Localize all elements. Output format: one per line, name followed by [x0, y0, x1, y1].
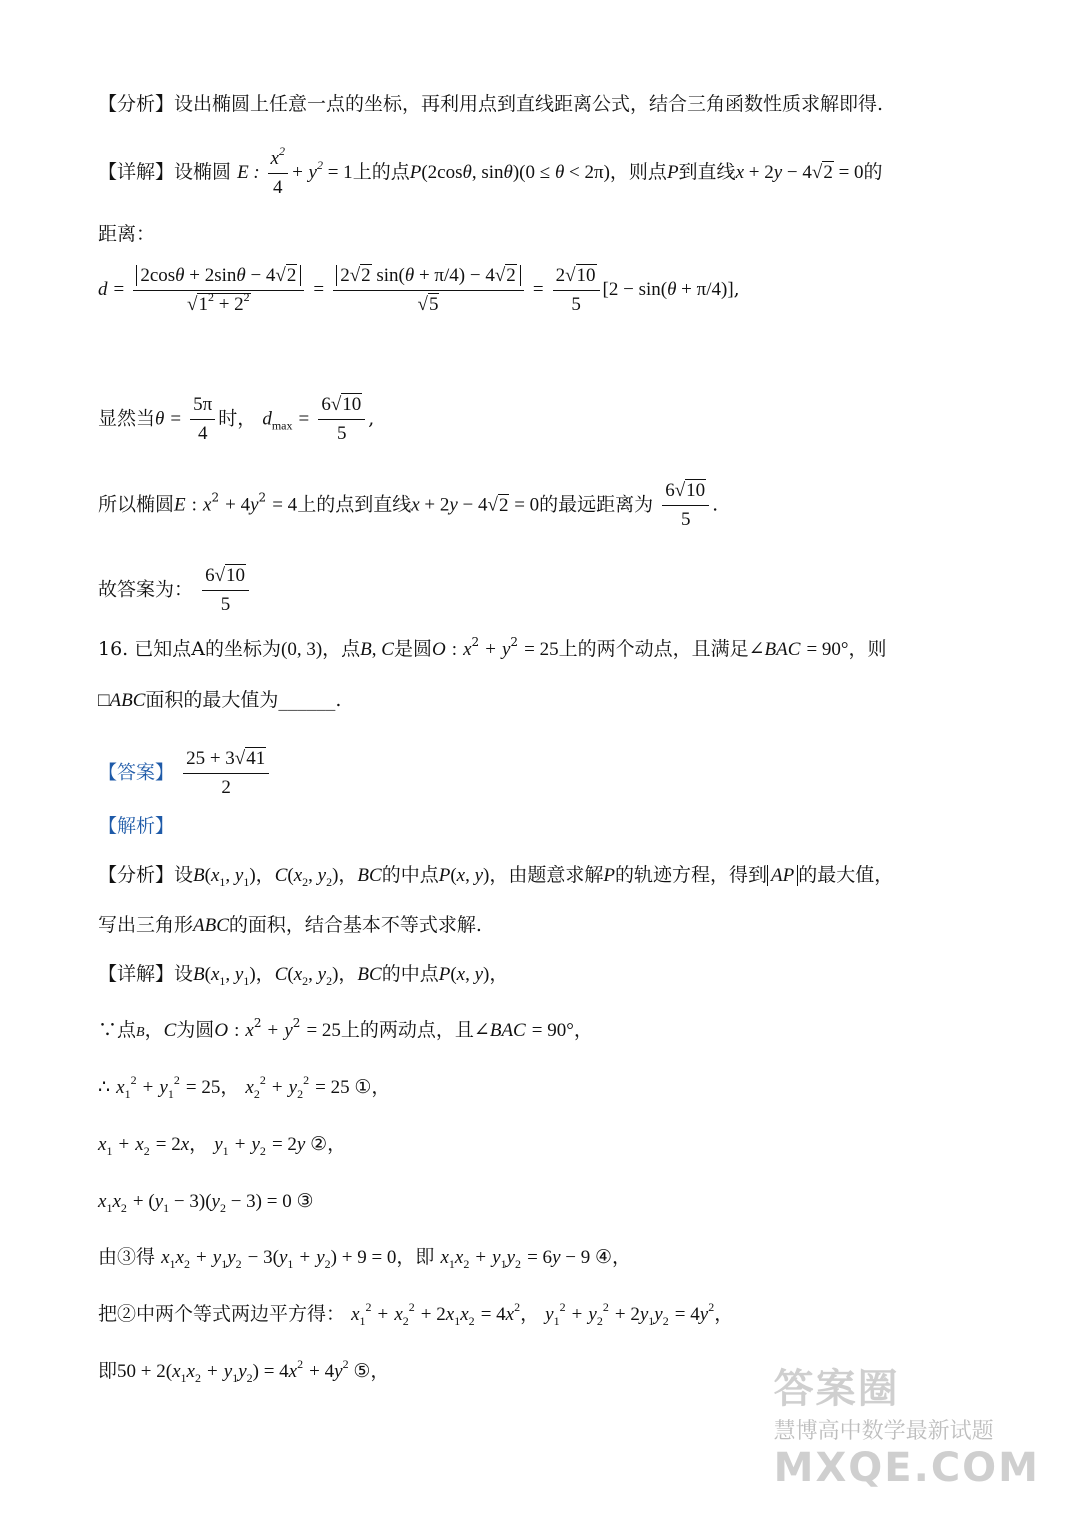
analysis-label: 【分析】	[98, 93, 175, 115]
so-text: 所以椭圆	[98, 493, 175, 516]
therefore-symbol: ∴	[98, 1076, 111, 1098]
watermark-site: MXQE.COM	[773, 1445, 1040, 1491]
eq4-line: 由③得 $x_1x_2 + y_1y_2 - 3(y_1 + y_2) + 9 = 0$，即 $x_1x_2 + y_1y_2 = 6y - 9$ ④，	[98, 1246, 631, 1271]
watermark-account: 慧博高中数学最新试题	[773, 1419, 994, 1444]
so-line: 所以椭圆E : $x^2 + 4y^2 = 4$上的点到直线x + 2y − 4√2 = 0的最远距离为 $\frac{6√10}{5}$ .	[98, 480, 719, 530]
question-text: 面积的最大值为______.	[145, 689, 342, 711]
q16-analysis-line-2: 写出三角形ABC的面积，结合基本不等式求解.	[98, 914, 482, 936]
detail-text: 点	[117, 1019, 137, 1041]
analysis-text: 写出三角形	[98, 914, 194, 936]
s15-analysis-line	[98, 92, 883, 116]
analysis-text: 的中点	[381, 864, 439, 886]
question-number: 16.	[98, 638, 129, 660]
answer-text: 故答案为：	[98, 578, 194, 601]
q16-analysis-line-1: 【分析】设$B(x_1$, $y_1$)，$C(x_2$, $y_2$)，BC的中点P(x, y)，由题意求解P的轨迹方程，得到 AP 的最大值，	[98, 864, 894, 889]
detail-text: ，	[255, 963, 275, 985]
q16-line-1: 16. 已知点A的坐标为(0, 3)，点B, C是圆O : $x^2 + y^2 = 25$上的两个动点，且满足∠BAC = 90°，则	[98, 635, 887, 660]
so-text: 的最远距离为	[539, 493, 654, 516]
eq3-line: $x_1x_2 + (y_1 - 3)(y_2 - 3) = 0$ ③	[98, 1191, 314, 1215]
when-text: 时，	[218, 407, 257, 430]
detail-text: ，则点	[609, 160, 667, 183]
analysis-text: ，	[338, 864, 358, 886]
question-text: 上的两个动点，且满足	[558, 638, 749, 660]
question-text: 已知点A的坐标为	[134, 638, 281, 660]
analysis-text: 的最大值，	[798, 864, 894, 886]
analysis-text: 的面积，结合基本不等式求解.	[228, 914, 482, 936]
q16-because-line: ∵点B，C为圆O : $x^2 + y^2 = 25$上的两动点，且∠BAC = 90°，	[98, 1016, 593, 1041]
detail-text: 上的点	[352, 160, 410, 183]
detail-text: 把②中两个等式两边平方得：	[98, 1303, 346, 1325]
detail-text: 设	[174, 963, 194, 985]
q16-answer-line: 【答案】 $\frac{25 + 3√41}{2}$	[98, 746, 272, 801]
detail-label: 【详解】	[98, 963, 175, 985]
analysis-text: 的轨迹方程，得到	[614, 864, 767, 886]
analysis-text: 设出椭圆上任意一点的坐标，再利用点到直线距离公式，结合三角函数性质求解即得.	[174, 93, 884, 115]
analysis-text: ，由题意求解	[489, 864, 604, 886]
detail-label: 【详解】	[98, 160, 175, 183]
eq1-line: ∴ $x_1^2 + y_1^2 = 25$， $x_2^2 + y_2^2 = 25$ ①，	[98, 1073, 391, 1101]
detail-text: 的	[863, 160, 883, 183]
detail-text: ，	[338, 963, 358, 985]
q16-line-2: □ABC面积的最大值为______.	[98, 689, 342, 711]
detail-text: ，即	[396, 1246, 435, 1268]
watermark	[774, 1357, 1040, 1491]
analysis-text: 设	[174, 864, 194, 886]
detail-text: 设椭圆	[174, 160, 232, 183]
analysis-label: 【分析】	[98, 864, 175, 886]
line-equation: x	[735, 161, 744, 183]
detail-text: 上的两动点，且	[340, 1019, 474, 1041]
answer-label: 【答案】	[98, 761, 175, 784]
so-text: 上的点到直线	[297, 493, 412, 516]
square-line: 把②中两个等式两边平方得： $x_1^2 + x_2^2 + 2x_1x_2 = 4x^2$， $y_1^2 + y_2^2 + 2y_1y_2 = 4y^2$，	[98, 1300, 734, 1328]
answer-line: 故答案为： $\frac{6√10}{5}$	[98, 563, 252, 618]
point-p: P	[409, 161, 422, 183]
jiexi-label: 【解析】	[98, 815, 175, 837]
detail-text: 由③得	[98, 1246, 156, 1268]
detail-text: 即	[98, 1360, 118, 1382]
s15-detail-line: 【详解】设椭圆 E : $\frac{x^2}{4}$ + $y^2 = 1$上的点P(2cosθ, sinθ)(0 ≤ θ < 2π)，则点P到直线x + 2y − 4√2 = 0的	[98, 144, 883, 198]
question-text: ，则	[848, 638, 887, 660]
question-text: 是圆	[393, 638, 432, 660]
eq5-line: 即$50 + 2(x_1x_2 + y_1y_2) = 4x^2 + 4y^2$ ⑤，	[98, 1357, 390, 1385]
detail-text: ，	[489, 963, 509, 985]
dmax-line: 显然当θ = $\frac{5\pi}{4}$ 时， $d_{max}$ = $\frac{6√10}{5}$ ,	[98, 394, 375, 444]
detail-text: 为圆	[176, 1019, 215, 1041]
because-symbol: ∵	[98, 1019, 118, 1041]
obviously-text: 显然当	[98, 407, 156, 430]
eq2-line: $x_1 + x_2 = 2x$， $y_1 + y_2 = 2y$ ②，	[98, 1134, 347, 1158]
question-text: ，点	[322, 638, 361, 660]
distance-label: 距离：	[98, 223, 156, 245]
analysis-text: ，	[255, 864, 275, 886]
ellipse-equation: E : $\frac{x^2}{4}$ + $y^2 = 1$	[237, 144, 353, 198]
distance-formula: d = $\frac{2\cos\theta + 2\sin\theta - 4√2}{√1^2 + 2^2}$ = $\frac{2√2 \sin(\theta + \pi/4) - 4√2}{√5}$ = $\frac{2√10}{5}$ [2 − sin(θ + π/4)],	[98, 262, 740, 318]
q16-detail-line: 【详解】设$B(x_1$, $y_1$)，$C(x_2$, $y_2$)，BC的中点P(x, y)，	[98, 963, 509, 988]
detail-text: 的中点	[381, 963, 439, 985]
detail-text: 到直线	[678, 160, 736, 183]
watermark-brand: 答案圈	[773, 1366, 900, 1412]
